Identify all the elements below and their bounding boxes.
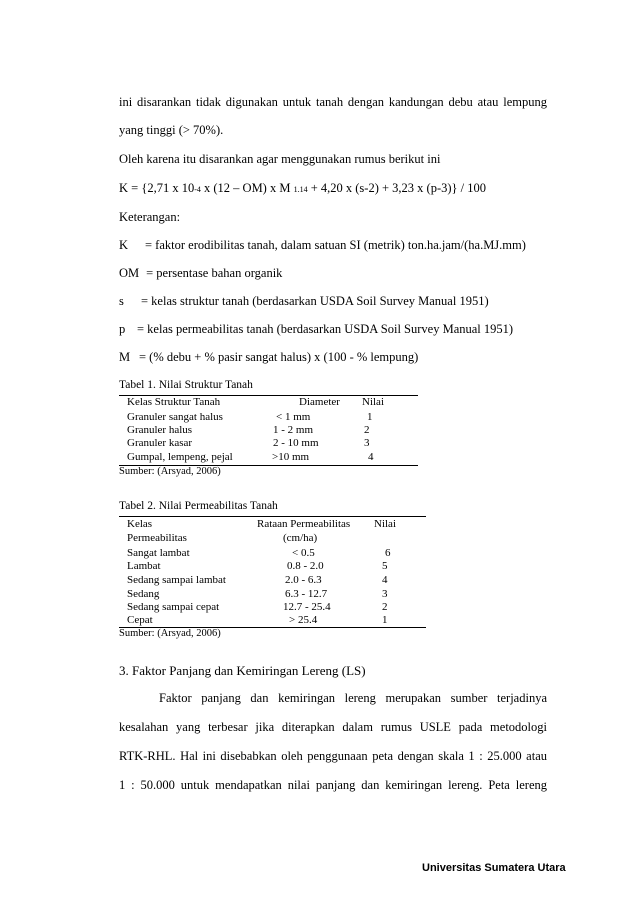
- table2-title: Tabel 2. Nilai Permeabilitas Tanah: [119, 500, 278, 512]
- table2-cell: 6.3 - 12.7: [285, 588, 328, 600]
- table2-cell: Cepat: [127, 614, 153, 626]
- table2-header: Rataan Permeabilitas: [257, 518, 351, 530]
- definition-symbol: OM: [119, 266, 140, 280]
- definition-om: [119, 266, 282, 281]
- table1-cell: >10 mm: [272, 451, 310, 463]
- table2-header: (cm/ha): [283, 532, 318, 544]
- table2-cell: Sedang sampai cepat: [127, 601, 220, 613]
- formula-part: x (12 – OM) x M: [200, 181, 294, 195]
- table1-header: Kelas Struktur Tanah: [127, 396, 221, 408]
- table2-cell: 6: [385, 547, 391, 559]
- section-heading: 3. Faktor Panjang dan Kemiringan Lereng (LS): [119, 663, 366, 678]
- table2-cell: 2: [382, 601, 388, 613]
- table1-cell: 2 - 10 mm: [273, 437, 319, 449]
- paragraph-line: Faktor panjang dan kemiringan lereng merupakan sumber terjadinya: [159, 691, 547, 705]
- table2-source: Sumber: (Arsyad, 2006): [119, 628, 221, 639]
- table1-cell: Granuler kasar: [127, 437, 193, 449]
- definition-symbol: M: [119, 350, 131, 364]
- table2-header: Permeabilitas: [127, 532, 187, 544]
- paragraph-line: 1 : 50.000 untuk mendapatkan nilai panjang dan kemiringan lereng. Peta lereng: [119, 778, 547, 792]
- table1-header: Diameter: [299, 396, 340, 408]
- keterangan-label: Keterangan:: [119, 210, 181, 224]
- definition-k: [119, 238, 526, 253]
- table2-cell: Lambat: [127, 560, 161, 572]
- table2: [119, 518, 429, 628]
- definition-text: = faktor erodibilitas tanah, dalam satuan SI (metrik) ton.ha.jam/(ha.MJ.mm): [145, 238, 526, 252]
- table2-cell: 5: [382, 560, 388, 572]
- formula-part: + 4,20 x (s-2) + 3,23 x (p-3)} / 100: [307, 181, 487, 195]
- paragraph-line: ini disarankan tidak digunakan untuk tanah dengan kandungan debu atau lempung: [119, 95, 547, 109]
- definition-s: [119, 294, 489, 309]
- table1-cell: Granuler sangat halus: [127, 411, 223, 423]
- table2-header: Nilai: [374, 518, 396, 530]
- definition-p: [119, 322, 513, 337]
- table1-cell: < 1 mm: [276, 411, 311, 423]
- table2-top-rule: [119, 516, 426, 517]
- formula-exponent: 1.14: [293, 185, 308, 194]
- table1-cell: 2: [364, 424, 370, 436]
- table1-cell: 4: [368, 451, 374, 463]
- formula: [119, 181, 486, 196]
- table1-title: Tabel 1. Nilai Struktur Tanah: [119, 379, 253, 391]
- table2-cell: 2.0 - 6.3: [285, 574, 322, 586]
- paragraph-line: kesalahan yang terbesar jika diterapkan dalam rumus USLE pada metodologi: [119, 720, 547, 734]
- paragraph-line: RTK-RHL. Hal ini disebabkan oleh penggunaan peta dengan skala 1 : 25.000 atau: [119, 749, 547, 763]
- definition-symbol: p: [119, 322, 126, 336]
- definition-text: = kelas permeabilitas tanah (berdasarkan USDA Soil Survey Manual 1951): [137, 322, 514, 336]
- table2-cell: < 0.5: [292, 547, 315, 559]
- formula-part: K = {2,71 x 10: [119, 181, 195, 195]
- table1-cell: 3: [364, 437, 370, 449]
- table1-cell: 1 - 2 mm: [273, 424, 314, 436]
- definition-text: = (% debu + % pasir sangat halus) x (100 - % lempung): [139, 350, 419, 364]
- table1-source: Sumber: (Arsyad, 2006): [119, 466, 221, 477]
- table2-cell: Sedang: [127, 588, 160, 600]
- definition-symbol: K: [119, 238, 129, 252]
- table2-cell: 4: [382, 574, 388, 586]
- table2-cell: Sedang sampai lambat: [127, 574, 226, 586]
- table1-cell: 1: [367, 411, 373, 423]
- table2-cell: > 25.4: [289, 614, 318, 626]
- table1-header: Nilai: [362, 396, 384, 408]
- table2-cell: 0.8 - 2.0: [287, 560, 324, 572]
- table2-header: Kelas: [127, 518, 153, 530]
- footer-university: Universitas Sumatera Utara: [422, 862, 566, 874]
- paragraph-line: Oleh karena itu disarankan agar menggunakan rumus berikut ini: [119, 152, 441, 166]
- table2-cell: 1: [382, 614, 388, 626]
- definition-text: = persentase bahan organik: [146, 266, 283, 280]
- table2-cell: Sangat lambat: [127, 547, 190, 559]
- paragraph-line: yang tinggi (> 70%).: [119, 123, 224, 137]
- definition-m: [119, 350, 418, 365]
- table2-cell: 3: [382, 588, 388, 600]
- table1-cell: Gumpal, lempeng, pejal: [127, 451, 233, 463]
- table1: [119, 396, 419, 466]
- definition-symbol: s: [119, 294, 124, 308]
- table2-cell: 12.7 - 25.4: [283, 601, 331, 613]
- formula-exponent: -4: [194, 185, 201, 194]
- table1-cell: Granuler halus: [127, 424, 193, 436]
- definition-text: = kelas struktur tanah (berdasarkan USDA Soil Survey Manual 1951): [141, 294, 489, 308]
